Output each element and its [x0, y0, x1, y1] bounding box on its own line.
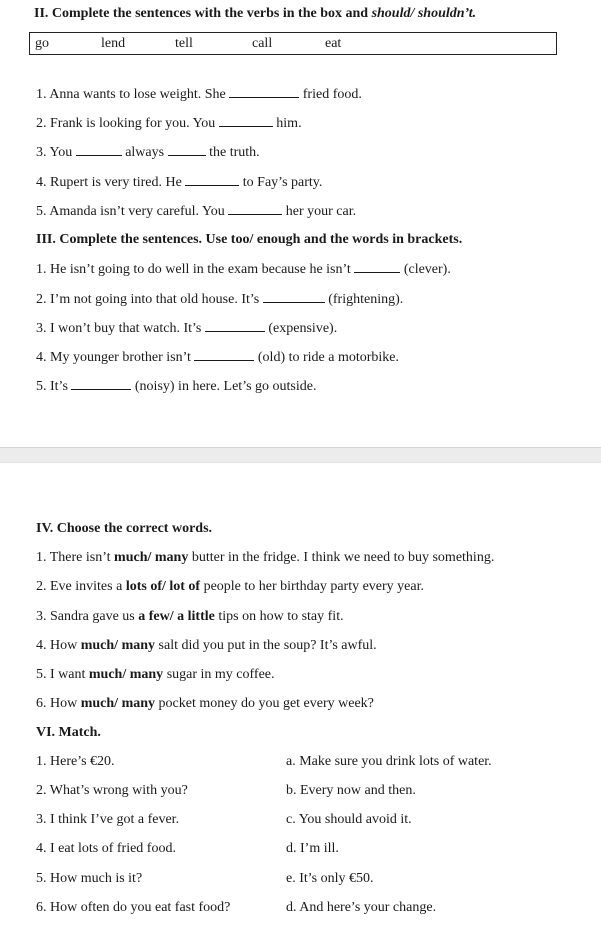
match-left-item: 6. How often do you eat fast food? — [36, 900, 231, 915]
worksheet-page-2 — [0, 463, 601, 937]
answer-blank — [185, 173, 239, 186]
match-right-item: a. Make sure you drink lots of water. — [286, 754, 492, 769]
exercise-item: 3. You always the truth. — [36, 145, 260, 160]
verb-box — [29, 32, 557, 55]
section-3-heading: III. Complete the sentences. Use too/ enough and the words in brackets. — [36, 232, 463, 247]
exercise-item: 1. There isn’t much/ many butter in the fridge. I think we need to buy something. — [36, 550, 495, 565]
answer-blank — [219, 114, 273, 127]
exercise-item: 5. I want much/ many sugar in my coffee. — [36, 667, 275, 682]
match-left-item: 2. What’s wrong with you? — [36, 783, 188, 798]
page-gap — [0, 447, 601, 463]
match-right-item: c. You should avoid it. — [286, 812, 412, 827]
exercise-item: 4. How much/ many salt did you put in the soup? It’s awful. — [36, 638, 377, 653]
exercise-item: 1. He isn’t going to do well in the exam because he isn’t (clever). — [36, 262, 451, 277]
verb-word: lend — [101, 36, 126, 51]
answer-blank — [354, 260, 400, 273]
exercise-item: 3. Sandra gave us a few/ a little tips on how to stay fit. — [36, 609, 344, 624]
answer-blank — [229, 85, 299, 98]
match-right-item: b. Every now and then. — [286, 783, 416, 798]
answer-blank — [168, 143, 206, 156]
match-left-item: 1. Here’s €20. — [36, 754, 115, 769]
answer-blank — [76, 143, 122, 156]
exercise-item: 6. How much/ many pocket money do you get every week? — [36, 696, 374, 711]
match-left-item: 5. How much is it? — [36, 871, 143, 886]
exercise-item: 1. Anna wants to lose weight. She fried food. — [36, 87, 362, 102]
answer-blank — [263, 290, 325, 303]
answer-blank — [228, 202, 282, 215]
match-right-item: d. And here’s your change. — [286, 900, 437, 915]
exercise-item: 3. I won’t buy that watch. It’s (expensive). — [36, 321, 338, 336]
match-left-item: 4. I eat lots of fried food. — [36, 841, 176, 856]
section-4-heading: IV. Choose the correct words. — [36, 521, 213, 536]
worksheet-page-1 — [0, 0, 601, 447]
answer-blank — [205, 319, 265, 332]
exercise-item: 4. Rupert is very tired. He to Fay’s party. — [36, 175, 323, 190]
answer-blank — [71, 377, 131, 390]
verb-word: tell — [175, 36, 193, 51]
verb-word: go — [35, 36, 49, 51]
section-6-heading: VI. Match. — [36, 725, 101, 740]
section-2-heading: II. Complete the sentences with the verbs in the box and should/ shouldn’t. — [34, 6, 477, 21]
verb-word: eat — [325, 36, 342, 51]
answer-blank — [194, 348, 254, 361]
match-left-item: 3. I think I’ve got a fever. — [36, 812, 180, 827]
exercise-item: 5. Amanda isn’t very careful. You her your car. — [36, 204, 357, 219]
exercise-item: 5. It’s (noisy) in here. Let’s go outside. — [36, 379, 317, 394]
match-right-item: e. It’s only €50. — [286, 871, 374, 886]
exercise-item: 4. My younger brother isn’t (old) to ride a motorbike. — [36, 350, 400, 365]
verb-word: call — [252, 36, 273, 51]
exercise-item: 2. I’m not going into that old house. It’s (frightening). — [36, 292, 404, 307]
exercise-item: 2. Frank is looking for you. You him. — [36, 116, 302, 131]
match-right-item: d. I’m ill. — [286, 841, 339, 856]
exercise-item: 2. Eve invites a lots of/ lot of people to her birthday party every year. — [36, 579, 424, 594]
